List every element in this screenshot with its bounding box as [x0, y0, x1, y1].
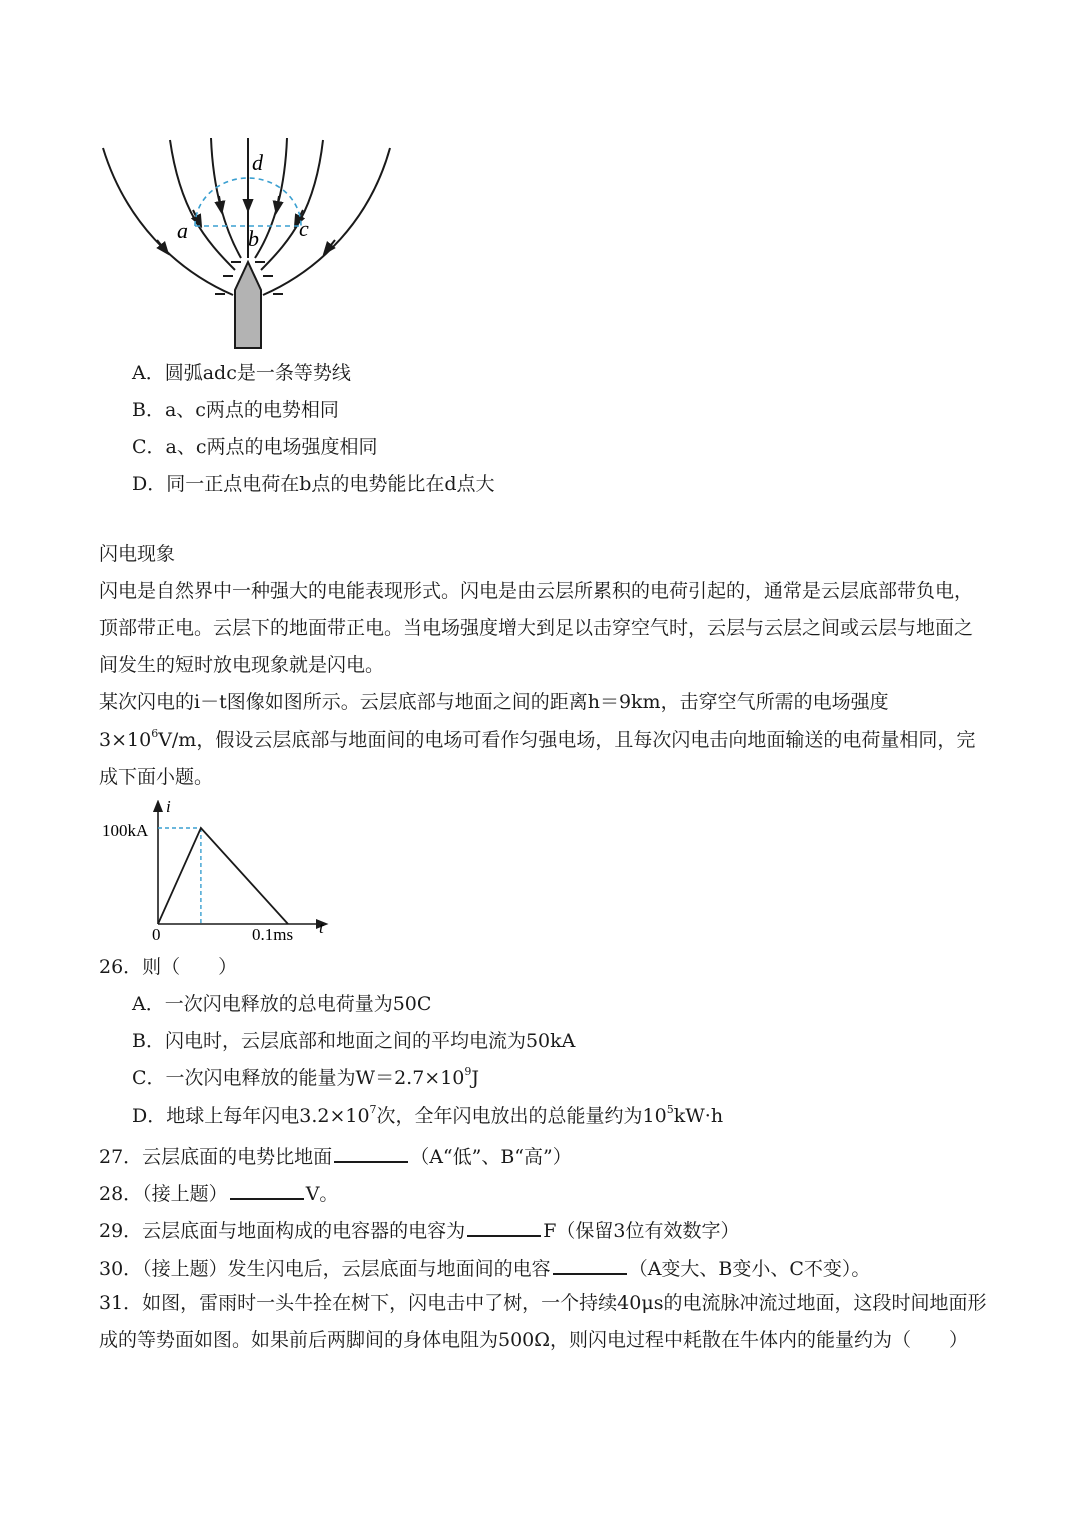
- answer-blank[interactable]: [334, 1145, 408, 1163]
- q31-line: 31．如图，雷雨时一头牛拴在树下，闪电击中了树，一个持续40μs的电流脉冲流过地面，这段时间地面形: [99, 1292, 987, 1314]
- passage-line: 某次闪电的i－t图像如图所示。云层底部与地面之间的距离h＝9km，击穿空气所需的电场强度: [99, 691, 889, 713]
- q25-option-b: B．a、c两点的电势相同: [132, 399, 339, 421]
- answer-blank[interactable]: [230, 1182, 304, 1200]
- field-strength-value: 3×10: [99, 729, 152, 751]
- q29: [99, 1219, 739, 1241]
- exponent: 5: [666, 1103, 674, 1116]
- field-line: [211, 138, 241, 258]
- x-tick-label-1: 0.1ms: [252, 925, 294, 944]
- passage-line: 闪电是自然界中一种强大的电能表现形式。闪电是由云层所累积的电荷引起的，通常是云层底部带负电，: [99, 580, 974, 602]
- exponent: 7: [369, 1103, 377, 1116]
- question-text: （A变大、B变小、C不变）。: [628, 1258, 871, 1280]
- y-axis-label: i: [166, 800, 171, 816]
- option-text: 次，全年闪电放出的总能量约为10: [376, 1105, 667, 1127]
- q27: [99, 1145, 572, 1167]
- passage-line: [99, 727, 976, 751]
- exponent: 6: [151, 727, 159, 740]
- option-text: kW·h: [673, 1105, 724, 1127]
- field-lines-figure: [95, 130, 405, 355]
- lightning-rod: [235, 262, 261, 348]
- answer-blank[interactable]: [467, 1219, 541, 1237]
- option-text: D．地球上每年闪电3.2×10: [132, 1105, 370, 1127]
- q28: [99, 1182, 338, 1204]
- field-line: [263, 148, 390, 295]
- field-line: [170, 140, 235, 270]
- q25-option-d: D．同一正点电荷在b点的电势能比在d点大: [132, 473, 495, 495]
- passage-text: V/m，假设云层底部与地面间的电场可看作匀强电场，且每次闪电击向地面输送的电荷量相同，完: [158, 729, 976, 751]
- label-c: c: [299, 216, 309, 241]
- question-text: 29．云层底面与地面构成的电容器的电容为: [99, 1220, 466, 1242]
- question-text: （A“低”、B“高”）: [410, 1146, 572, 1168]
- q26-option-d: [132, 1103, 724, 1127]
- answer-blank[interactable]: [553, 1257, 627, 1275]
- exponent: 9: [464, 1065, 472, 1078]
- label-d: d: [252, 150, 263, 175]
- q26-option-a: A．一次闪电释放的总电荷量为50C: [132, 993, 432, 1015]
- q25-option-a: A．圆弧adc是一条等势线: [132, 362, 351, 384]
- label-b: b: [248, 226, 259, 251]
- question-text: 30．（接上题）发生闪电后，云层底面与地面间的电容: [99, 1258, 551, 1280]
- passage-line: 成下面小题。: [99, 766, 214, 788]
- q31-line: 成的等势面如图。如果前后两脚间的身体电阻为500Ω，则闪电过程中耗散在牛体内的能量约为（ ）: [99, 1329, 969, 1351]
- q30: [99, 1257, 870, 1279]
- question-text: F（保留3位有效数字）: [543, 1220, 740, 1242]
- passage-heading: 闪电现象: [99, 543, 176, 565]
- question-text: 27．云层底面的电势比地面: [99, 1146, 333, 1168]
- i-t-chart: [96, 800, 336, 945]
- q26-option-c: [132, 1065, 480, 1089]
- option-text: J: [471, 1067, 480, 1089]
- field-line: [261, 140, 323, 270]
- option-text: C．一次闪电释放的能量为W＝2.7×10: [132, 1067, 465, 1089]
- series-line: [158, 828, 288, 924]
- y-tick-label: 100kA: [102, 821, 149, 840]
- passage-line: 顶部带正电。云层下的地面带正电。当电场强度增大到足以击穿空气时，云层与云层之间或云层与地面之: [99, 617, 974, 639]
- x-axis-label: t: [319, 918, 324, 937]
- label-a: a: [177, 218, 188, 243]
- q26-stem: 26．则（ ）: [99, 956, 238, 978]
- question-text: V。: [305, 1183, 339, 1205]
- q25-option-c: C．a、c两点的电场强度相同: [132, 436, 378, 458]
- q26-option-b: B．闪电时，云层底部和地面之间的平均电流为50kA: [132, 1030, 576, 1052]
- passage-line: 间发生的短时放电现象就是闪电。: [99, 654, 385, 676]
- question-text: 28．（接上题）: [99, 1183, 228, 1205]
- x-tick-label-0: 0: [152, 925, 161, 944]
